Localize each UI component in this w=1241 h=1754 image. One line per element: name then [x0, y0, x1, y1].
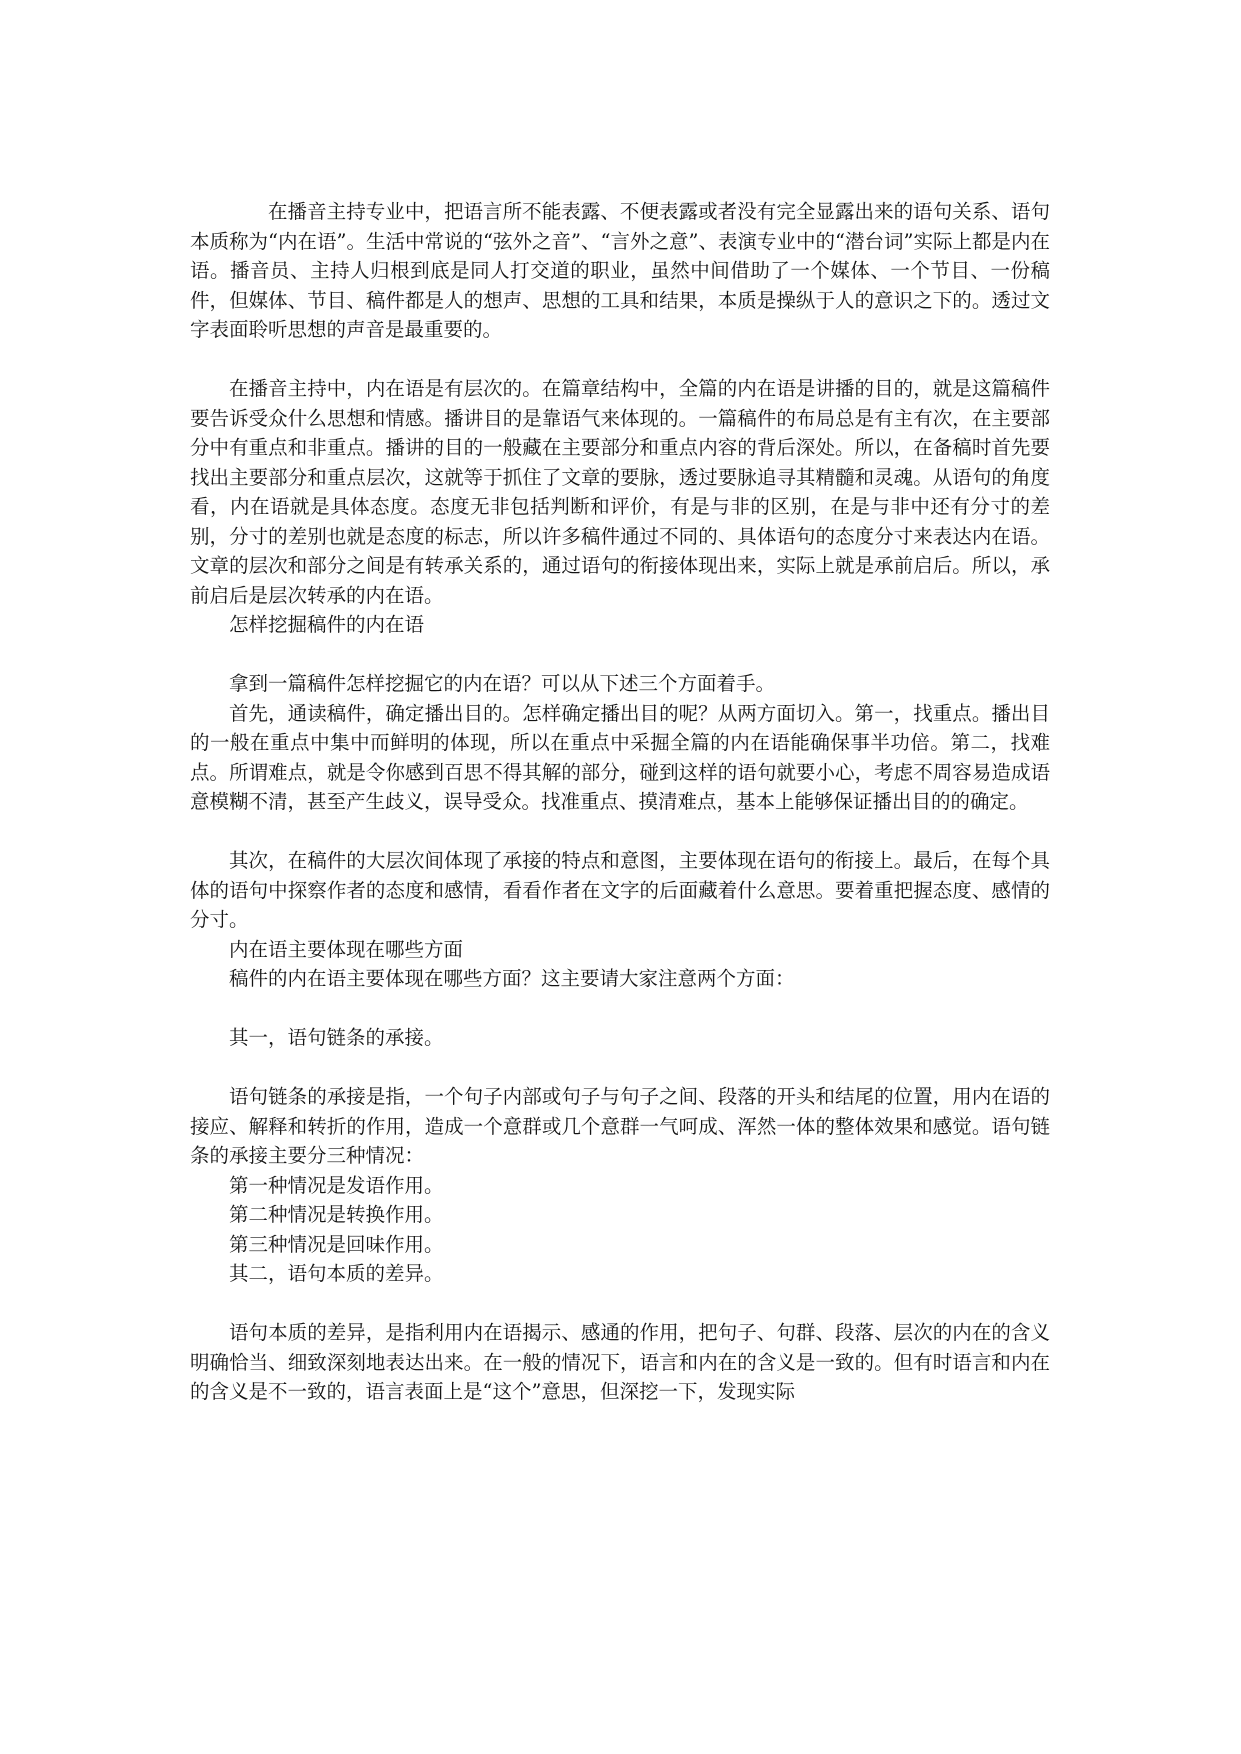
paragraph: 在播音主持中，内在语是有层次的。在篇章结构中，全篇的内在语是讲播的目的，就是这篇稿件要告诉受众什么思想和情感。播讲目的是靠语气来体现的。一篇稿件的布局总是有主有次，在主要部分中有重点和非重点。播讲的目的一般藏在主要部分和重点内容的背后深处。所以，在备稿时首先要找出主要部分和重点层次，这就等于抓住了文章的要脉，透过要脉追寻其精髓和灵魂。从语句的角度看，内在语就是具体态度。态度无非包括判断和评价，有是与非的区别，在是与非中还有分寸的差别，分寸的差别也就是态度的标志，所以许多稿件通过不同的、具体语句的态度分寸来表达内在语。文章的层次和部分之间是有转承关系的，通过语句的衔接体现出来，实际上就是承前启后。所以，承前启后是层次转承的内在语。 [190, 377, 1050, 607]
paragraph-spacer [190, 640, 1050, 670]
paragraph: 稿件的内在语主要体现在哪些方面？这主要请大家注意两个方面： [229, 967, 795, 990]
paragraph: 其二，语句本质的差异。 [229, 1262, 444, 1285]
paragraph: 第一种情况是发语作用。 [229, 1173, 444, 1197]
paragraph: 其一，语句链条的承接。 [229, 1026, 444, 1049]
paragraph: 在播音主持专业中，把语言所不能表露、不便表露或者没有完全显露出来的语句关系、语句本质称为“内在语”。生活中常说的“弦外之音”、“言外之意”、表演专业中的“潜台词”实际上都是内在语。播音员、主持人归根到底是同人打交道的职业，虽然中间借助了一个媒体、一个节目、一份稿件，但媒体、节目、稿件都是人的想声、思想的工具和结果，本质是操纵于人的意识之下的。透过文字表面聆听思想的声音是最重要的。 [190, 200, 1050, 341]
document-page [190, 197, 1050, 1407]
paragraph-spacer [190, 345, 1050, 375]
paragraph-spacer [190, 1053, 1050, 1083]
paragraph-spacer [190, 1289, 1050, 1319]
paragraph: 拿到一篇稿件怎样挖掘它的内在语？可以从下述三个方面着手。 [229, 672, 776, 695]
paragraph: 第三种情况是回味作用。 [229, 1232, 444, 1256]
paragraph: 首先，通读稿件，确定播出目的。怎样确定播出目的呢？从两方面切入。第一，找重点。播出目的一般在重点中集中而鲜明的体现，所以在重点中采掘全篇的内在语能确保事半功倍。第二，找难点。所谓难点，就是令你感到百思不得其解的部分，碰到这样的语句就要小心，考虑不周容易造成语意模糊不清，甚至产生歧义，误导受众。找准重点、摸清难点，基本上能够保证播出目的的确定。 [190, 701, 1050, 813]
paragraph: 语句本质的差异，是指利用内在语揭示、感通的作用，把句子、句群、段落、层次的内在的含义明确恰当、细致深刻地表达出来。在一般的情况下，语言和内在的含义是一致的。但有时语言和内在的含义是不一致的，语言表面上是“这个”意思，但深挖一下，发现实际 [190, 1321, 1050, 1403]
paragraph: 语句链条的承接是指，一个句子内部或句子与句子之间、段落的开头和结尾的位置，用内在语的接应、解释和转折的作用，造成一个意群或几个意群一气呵成、浑然一体的整体效果和感觉。语句链条的承接主要分三种情况： [190, 1085, 1050, 1167]
paragraph: 内在语主要体现在哪些方面 [229, 937, 464, 961]
paragraph: 怎样挖掘稿件的内在语 [229, 613, 425, 636]
paragraph: 其次，在稿件的大层次间体现了承接的特点和意图，主要体现在语句的衔接上。最后，在每个具体的语句中探察作者的态度和感情，看看作者在文字的后面藏着什么意思。要着重把握态度、感情的分寸。 [190, 849, 1050, 931]
paragraph-spacer [190, 817, 1050, 847]
paragraph: 第二种情况是转换作用。 [229, 1203, 444, 1226]
paragraph-spacer [190, 994, 1050, 1024]
